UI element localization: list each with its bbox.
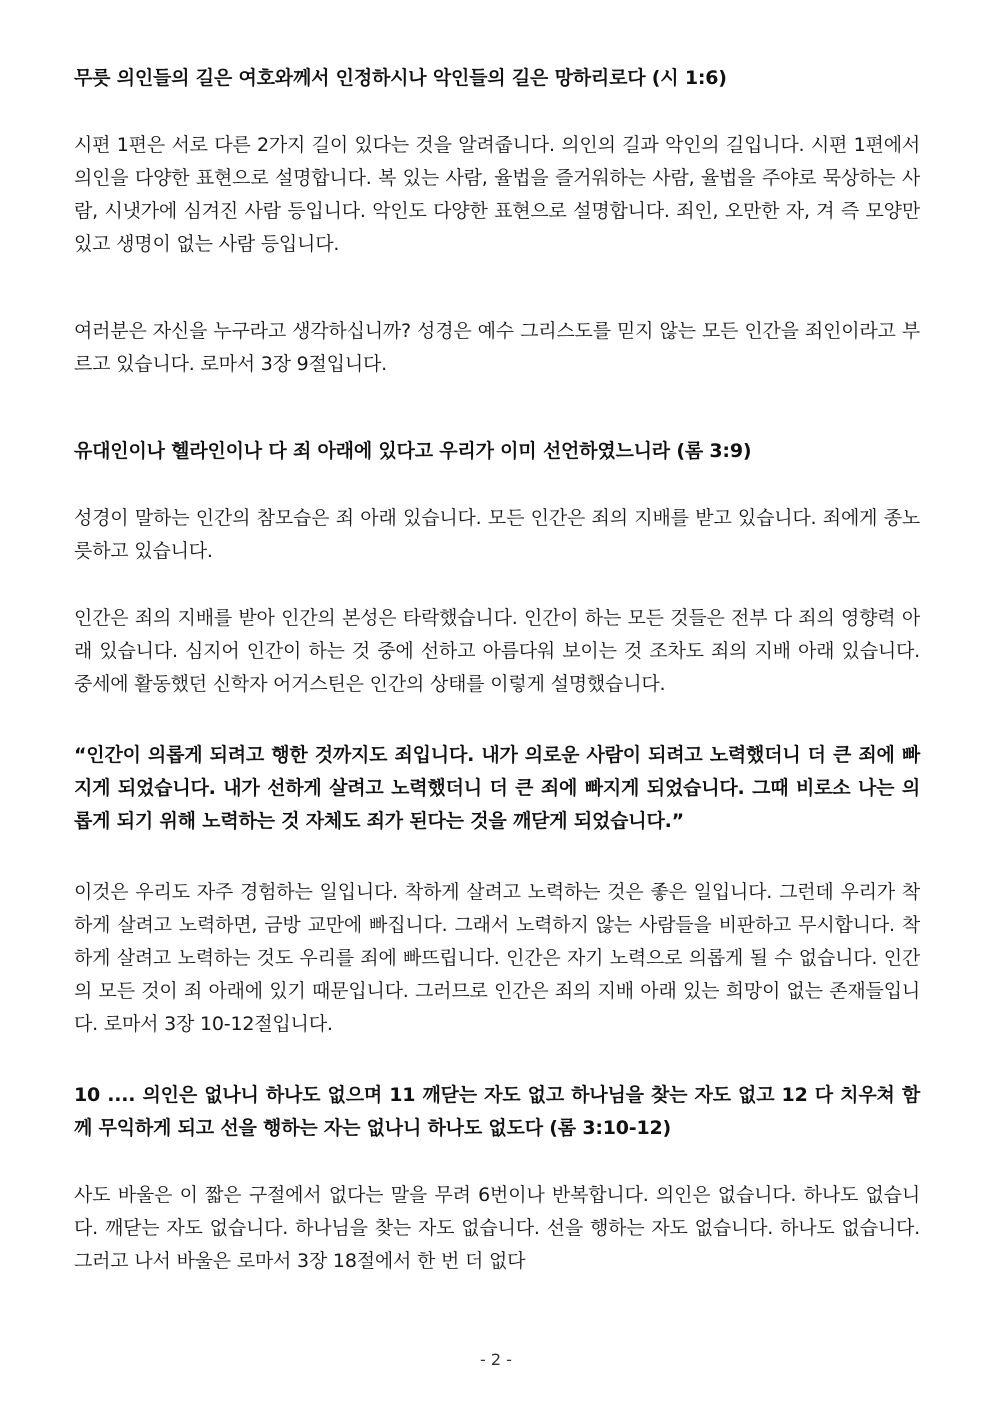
body-paragraph: 인간은 죄의 지배를 받아 인간의 본성은 타락했습니다. 인간이 하는 모든 것들은 전부 다 죄의 영향력 아래 있습니다. 심지어 인간이 하는 것 중에 선하고 아름다워 보이는 것 조차도 죄의 지배 아래 있습니다. 중세에 활동했던 신학자 어거스틴은 인간의 상태를 이렇게 설명했습니다. xyxy=(74,607,920,695)
scripture-verse-psalm-1-6: 무릇 의인들의 길은 여호와께서 인정하시나 악인들의 길은 망하리로다 (시 1:6) xyxy=(74,67,727,89)
body-paragraph: 사도 바울은 이 짧은 구절에서 없다는 말을 무려 6번이나 반복합니다. 의인은 없습니다. 하나도 없습니다. 깨닫는 자도 없습니다. 하나님을 찾는 자도 없습니다. 선을 행하는 자도 없습니다. 하나도 없습니다. 그러고 나서 바울은 로마서 3장 18절에서 한 번 더 없다 xyxy=(74,1184,920,1272)
body-paragraph: 이것은 우리도 자주 경험하는 일입니다. 착하게 살려고 노력하는 것은 좋은 일입니다. 그런데 우리가 착하게 살려고 노력하면, 금방 교만에 빠집니다. 그래서 노력하지 않는 사람들을 비판하고 무시합니다. 착하게 살려고 노력하는 것도 우리를 죄에 빠뜨립니다. 인간은 자기 노력으로 의롭게 될 수 없습니다. 인간의 모든 것이 죄 아래에 있기 때문입니다. 그러므로 인간은 죄의 지배 아래 있는 희망이 없는 존재들입니다. 로마서 3장 10-12절입니다. xyxy=(74,881,920,1035)
body-paragraph: 시편 1편은 서로 다른 2가지 길이 있다는 것을 알려줍니다. 의인의 길과 악인의 길입니다. 시편 1편에서 의인을 다양한 표현으로 설명합니다. 복 있는 사람, 율법을 즐거워하는 사람, 율법을 주야로 묵상하는 사람, 시냇가에 심겨진 사람 등입니다. 악인도 다양한 표현으로 설명합니다. 죄인, 오만한 자, 겨 즉 모양만 있고 생명이 없는 사람 등입니다. xyxy=(74,134,920,255)
scripture-verse-romans-3-10-12: 10 .... 의인은 없나니 하나도 없으며 11 깨닫는 자도 없고 하나님을 찾는 자도 없고 12 다 치우쳐 함께 무익하게 되고 선을 행하는 자는 없나니 하나도 없도다 (롬 3:10-12) xyxy=(74,1084,920,1139)
body-paragraph: 성경이 말하는 인간의 참모습은 죄 아래 있습니다. 모든 인간은 죄의 지배를 받고 있습니다. 죄에게 종노릇하고 있습니다. xyxy=(74,507,920,562)
page-number: - 2 - xyxy=(480,1350,512,1369)
quote-augustine: “인간이 의롭게 되려고 행한 것까지도 죄입니다. 내가 의로운 사람이 되려고 노력했더니 더 큰 죄에 빠지게 되었습니다. 내가 선하게 살려고 노력했더니 더 큰 죄에 빠지게 되었습니다. 그때 비로소 나는 의롭게 되기 위해 노력하는 것 자체도 죄가 된다는 것을 깨닫게 되었습니다.” xyxy=(74,744,920,832)
body-paragraph: 여러분은 자신을 누구라고 생각하십니까? 성경은 예수 그리스도를 믿지 않는 모든 인간을 죄인이라고 부르고 있습니다. 로마서 3장 9절입니다. xyxy=(74,320,920,375)
scripture-verse-romans-3-9: 유대인이나 헬라인이나 다 죄 아래에 있다고 우리가 이미 선언하였느니라 (롬 3:9) xyxy=(74,440,752,462)
document-page xyxy=(74,62,920,1278)
